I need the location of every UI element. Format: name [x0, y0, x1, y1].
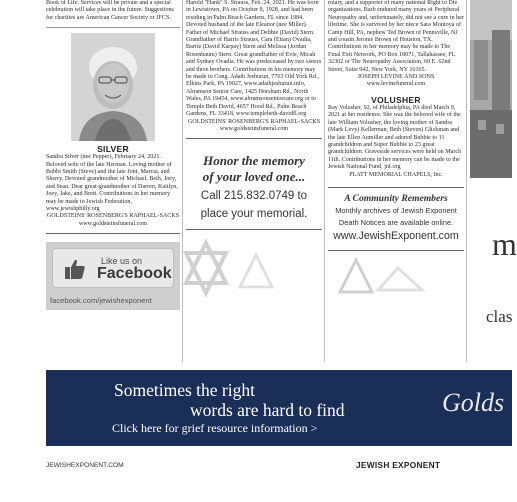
- honor-place-line: place your memorial.: [200, 208, 308, 221]
- column-divider: [324, 0, 325, 362]
- divider: [186, 229, 322, 230]
- banner-line-2: words are hard to find: [190, 400, 345, 420]
- community-remembers-title: A Community Remembers: [344, 192, 448, 204]
- column-4-ad: [470, 0, 517, 362]
- ad-partial-word: clas: [486, 307, 513, 326]
- funeral-home-url[interactable]: www.goldsteinsfuneral.com: [78, 220, 148, 227]
- star-of-david-decoration: [328, 256, 464, 296]
- facebook-like-text: Like us on: [101, 256, 143, 267]
- obit-photo-silver: [71, 33, 155, 141]
- funeral-home-name: GOLDSTEINS' ROSENBERG'S RAPHAEL-SACKS: [46, 213, 180, 220]
- column-divider: [182, 0, 183, 362]
- column-divider: [466, 0, 467, 362]
- facebook-url[interactable]: facebook.com/jewishexponent: [50, 296, 152, 306]
- obit-text-continued: Book of Life. Services will be private and a special celebration will take place in the future. Suggestions for charities are American Cancer Society or JFCS.: [46, 0, 174, 21]
- funeral-home-name: JOSEPH LEVINE AND SONS: [357, 74, 435, 81]
- banner-line-1: Sometimes the right: [114, 380, 255, 400]
- divider: [328, 187, 464, 188]
- honor-memory-ad[interactable]: [186, 153, 322, 185]
- obit-name-silver: SILVER: [97, 144, 129, 155]
- ad-photo: [470, 0, 512, 178]
- divider: [46, 27, 180, 28]
- funeral-home-url[interactable]: www.goldsteinsfuneral.com: [219, 125, 289, 132]
- footer-publication-name: JEWISH EXPONENT: [356, 460, 441, 470]
- thumbs-up-icon: [63, 257, 87, 286]
- facebook-wordmark: Facebook: [97, 265, 172, 283]
- funeral-home-name: GOLDSTEINS' ROSENBERG'S RAPHAEL-SACKS: [187, 118, 321, 125]
- divider: [46, 233, 180, 234]
- column-1: [46, 0, 180, 310]
- obit-name-volusher: VOLUSHER: [371, 94, 421, 105]
- honor-line-2: of your loved one...: [202, 169, 306, 185]
- community-line-2: Death Notices are available online.: [338, 217, 454, 227]
- funeral-home-url[interactable]: www.levinefuneral.com: [366, 81, 426, 88]
- facebook-ad[interactable]: [46, 242, 180, 310]
- ad-large-letter: m: [492, 226, 517, 262]
- community-line-1: Monthly archives of Jewish Exponent: [335, 205, 457, 215]
- funeral-home-name: PLATT MEMORIAL CHAPELS, Inc.: [349, 171, 443, 178]
- divider: [186, 138, 322, 139]
- obit-text-strauss: Harold "Hank" S. Strauss, Feb. 24, 2021. He was born in Lewistown, PA on October 8, 1928, and had been residing in Palm Beach Gardens, FL since 1984. Devoted husband of the late Eleanor (nee Miller). Father of Michael Strauss and Debbie (David) Stern. Grandfather of Harris Strauss, Cara (Eitan) Ovadia, Barrie (David Karpay) Stern and Melissa (Jordan Rosenbaum) Stern. Great grandfather of Evie, Micah and Sydney Ovadia. He was predeceased by two sisters and three brothers. Contributions in his memory may be made to Cong. Adath Jeshurun, 7763 Old York Rd., Elkins Park, PA 19027, www.adathjeshurun.info, Abramson Senior Care, 1425 Horsham Rd., North Wales, PA 19454, www.abramsonseniorcare.org or to Temple Beth David, 4657 Hood Rd., Palm Beach Gardens, FL 33418, www.templebeth-davidfl.org: [186, 0, 322, 118]
- honor-call-line: Call 215.832.0749 to: [200, 190, 308, 203]
- banner-brand-logo: Golds: [442, 388, 505, 417]
- honor-line-1: Honor the memory: [203, 153, 305, 169]
- grief-resource-banner[interactable]: [46, 370, 512, 446]
- column-3: [328, 0, 464, 296]
- column-2: [186, 0, 322, 295]
- divider: [328, 250, 464, 251]
- facebook-button[interactable]: [52, 248, 174, 288]
- obit-text-continued: rotary, and a supporter of many national Right to Die organizations. Barb endured many years of Peripheral Neuropathy and, unfortunately, did not see a cure in her lifetime. She is survived by her niece Sara Montoya of Camp Hill, PA, nephew Ted Brown of Pennsville, NJ and cousin Jerome Brown of Houston, TX. Contributions in her memory may be made to The Final Exit Network, PO Box 10071, Tallahassee, FL 32302 or The Neuropathy Association, 60 E. 62nd Street, Suite 942, New York, NY 10165.: [328, 0, 464, 73]
- banner-click-here[interactable]: Click here for grief resource information >: [112, 421, 318, 435]
- community-url-link[interactable]: www.JewishExponent.com: [333, 229, 459, 242]
- star-of-david-decoration: [186, 235, 322, 295]
- obit-body-volusher: Ray Volusher, 92, of Philadelphia, PA died March 9, 2021 at her residence. She was the beloved wife of the late William Volusher, the loving mother of Sandra (Mark Levy) Kellerman, Beth (Steven) Glickman and the late Ellen Aumiller and adored Bubbie to 11 grandchildren and Super Bubbie to 23 great grandchildren. Graveside services were held on March 11th. Contributions in her memory can be made to the Jewish National Fund, jnf.org: [328, 104, 462, 171]
- footer-site-url[interactable]: JEWISHEXPONENT.COM: [46, 462, 124, 469]
- obit-body-silver: Sandra Silver (nee Pepper), February 24, 2021. Beloved wife of the late Herman. Loving mother of Bobbi Smith (Steve) and the late Joni, Marcia, and Sherry. Devoted grandmother of Michael, Beth, Joey, and Sean. Dear great-grandmother of Darren, Kaitlyn, Joey, Jake, and Brett. Contributions in her memory may be made to Jewish Federation, www.jewishphilly.org: [46, 154, 178, 213]
